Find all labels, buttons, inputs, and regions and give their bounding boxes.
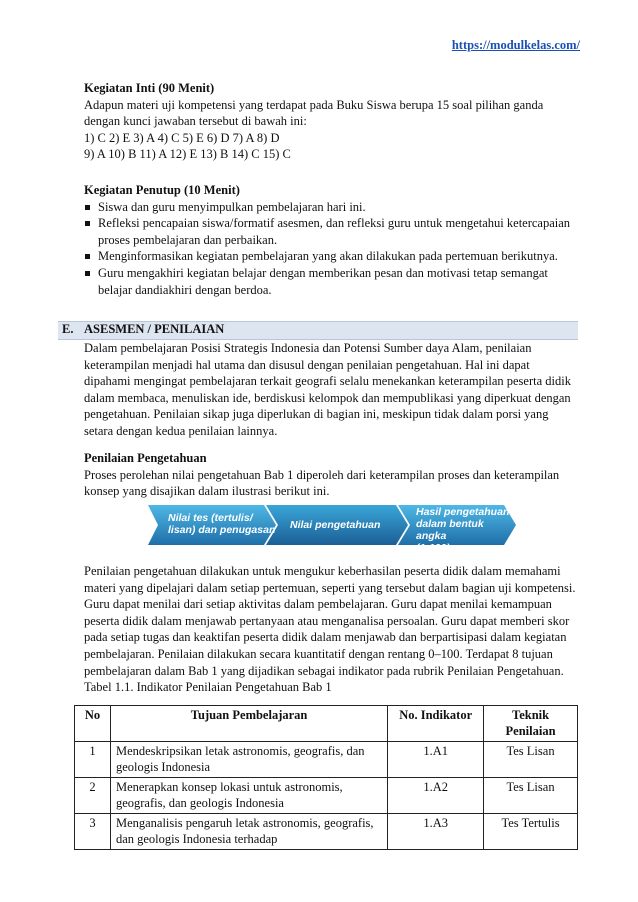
flow-step-3-label: Hasil pengetahuan dalam bentuk angka (1-100) xyxy=(416,506,510,554)
cell-teknik: Tes Lisan xyxy=(484,778,578,814)
asesmen-paragraph: Dalam pembelajaran Posisi Strategis Indonesia dan Potensi Sumber daya Alam, penilaian keterampilan menjadi hal utama dan disusul dengan penilaian pengetahuan. Hal ini dapat dipahami mengingat pembelajaran terkait geografi selalu menekankan keterampilan peserta didik dalam membaca, menuliskan ide, berdiskusi kelompok dan mempublikasi yang diperkuat dengan pengetahuan. Penilaian sikap juga diperlukan di bagian ini, meskipun tidak dalam porsi yang setara dengan kedua penilaian lainnya. xyxy=(84,341,571,438)
kegiatan-inti-title: Kegiatan Inti (90 Menit) xyxy=(84,81,215,95)
table-caption: Tabel 1.1. Indikator Penilaian Pengetahuan Bab 1 xyxy=(84,680,332,695)
list-item: Refleksi pencapaian siswa/formatif asesmen, dan refleksi guru untuk mengetahui ketercapaian proses pembelajaran dan perbaikan. xyxy=(84,215,578,248)
kegiatan-inti-intro: Adapun materi uji kompetensi yang terdapat pada Buku Siswa berupa 15 soal pilihan ganda dengan kunci jawaban tersebut di bawah ini: xyxy=(84,97,544,129)
cell-teknik: Tes Tertulis xyxy=(484,814,578,850)
assessment-flow-diagram xyxy=(148,503,516,554)
answer-key-line-1: 1) C 2) E 3) A 4) C 5) E 6) D 7) A 8) D xyxy=(84,130,280,145)
cell-indikator: 1.A1 xyxy=(388,742,484,778)
cell-no: 3 xyxy=(75,814,111,850)
kegiatan-inti-block xyxy=(84,80,578,163)
flow-step-2-label: Nilai pengetahuan xyxy=(290,519,381,531)
kegiatan-penutup-list xyxy=(84,199,578,299)
header-url-link[interactable]: https://modulkelas.com/ xyxy=(451,38,580,52)
cell-indikator: 1.A3 xyxy=(388,814,484,850)
asesmen-paragraph-block xyxy=(84,340,578,440)
flow-step-1-label: Nilai tes (tertulis/ lisan) dan penugasan xyxy=(168,512,276,536)
table-row xyxy=(75,814,578,850)
answer-key-line-2: 9) A 10) B 11) A 12) E 13) B 14) C 15) C xyxy=(84,147,291,162)
table-row xyxy=(75,778,578,814)
kegiatan-penutup-block xyxy=(84,182,578,298)
header-no: No xyxy=(75,706,111,742)
header-tujuan: Tujuan Pembelajaran xyxy=(110,706,387,742)
indikator-table xyxy=(74,705,578,850)
header-indikator: No. Indikator xyxy=(388,706,484,742)
penilaian-detail-block xyxy=(84,563,578,696)
cell-indikator: 1.A2 xyxy=(388,778,484,814)
penilaian-detail-paragraph: Penilaian pengetahuan dilakukan untuk mengukur keberhasilan peserta didik dalam memahami materi yang dipelajari dalam setiap pertemuan, seperti yang tersebut dalam bagian uji kompetensi. Guru dapat menilai dari setiap aktivitas dalam pembelajaran. Guru dapat menilai kemampuan peserta didik dalam menjawab pertanyaan atau menganalisa persoalan. Guru dapat memberi skor pada setiap tugas dan keaktifan peserta didik dalam menjawab dan berpartisipasi dalam kegiatan pembelajaran. Penilaian dilakukan secara kuantitatif dengan rentang 0–100. Terdapat 8 tujuan pembelajaran dalam Bab 1 yang dijadikan sebagai indikator pada rubrik Penilaian Pengetahuan. xyxy=(84,564,576,678)
table-row xyxy=(75,742,578,778)
kegiatan-penutup-title: Kegiatan Penutup (10 Menit) xyxy=(84,183,240,197)
list-item: Guru mengakhiri kegiatan belajar dengan memberikan pesan dan motivasi tetap semangat belajar dandiakhiri dengan berdoa. xyxy=(84,265,578,298)
cell-teknik: Tes Lisan xyxy=(484,742,578,778)
cell-tujuan: Mendeskripsikan letak astronomis, geografis, dan geologis Indonesia xyxy=(110,742,387,778)
section-letter: E. xyxy=(62,322,74,336)
cell-tujuan: Menerapkan konsep lokasi untuk astronomis, geografis, dan geologis Indonesia xyxy=(110,778,387,814)
header-teknik: Teknik Penilaian xyxy=(484,706,578,742)
table-header-row xyxy=(75,706,578,742)
list-item: Menginformasikan kegiatan pembelajaran yang akan dilakukan pada pertemuan berikutnya. xyxy=(84,248,578,265)
cell-tujuan: Menganalisis pengaruh letak astronomis, geografis, dan geologis Indonesia terhadap xyxy=(110,814,387,850)
list-item: Siswa dan guru menyimpulkan pembelajaran hari ini. xyxy=(84,199,578,216)
penilaian-pengetahuan-block xyxy=(84,450,578,500)
cell-no: 2 xyxy=(75,778,111,814)
penilaian-pengetahuan-title: Penilaian Pengetahuan xyxy=(84,451,207,465)
penilaian-pengetahuan-intro: Proses perolehan nilai pengetahuan Bab 1 diperoleh dari keterampilan proses dan keterampilan konsep yang disajikan dalam ilustrasi berikut ini. xyxy=(84,467,560,499)
section-title: ASESMEN / PENILAIAN xyxy=(84,322,225,336)
cell-no: 1 xyxy=(75,742,111,778)
